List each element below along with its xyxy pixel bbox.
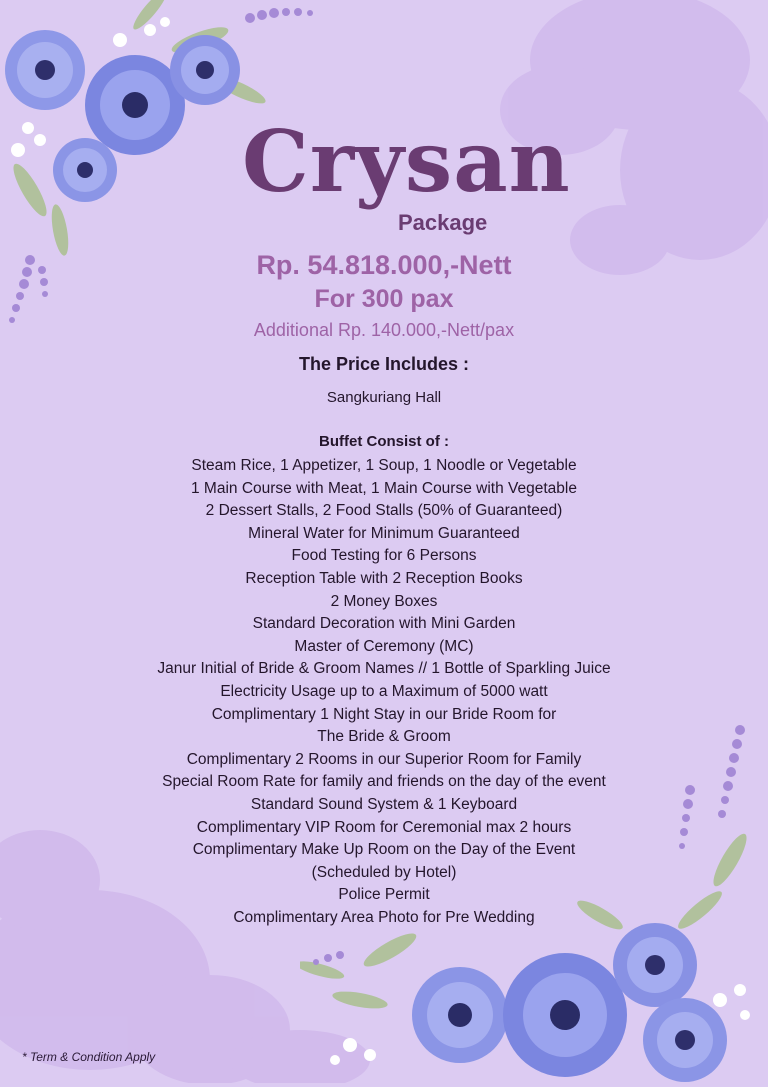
additional-price: Additional Rp. 140.000,-Nett/pax (253, 320, 515, 340)
venue-name: Sangkuriang Hall (326, 389, 442, 406)
list-item: Electricity Usage up to a Maximum of 5000 watt (220, 682, 548, 700)
package-subtitle: Package (398, 210, 488, 235)
list-item: Complimentary 2 Rooms in our Superior Room for Family (186, 750, 582, 768)
list-item: Complimentary Make Up Room on the Day of the Event (192, 841, 576, 859)
list-item: Complimentary 1 Night Stay in our Bride Room for (211, 705, 557, 723)
list-item: Mineral Water for Minimum Guaranteed (248, 524, 520, 542)
list-item: Police Permit (338, 886, 430, 904)
list-item: Master of Ceremony (MC) (294, 637, 474, 655)
package-price: Rp. 54.818.000,-Nett (256, 250, 512, 280)
list-item: Special Room Rate for family and friends on the day of the event (162, 773, 606, 791)
buffet-heading: Buffet Consist of : (319, 433, 449, 450)
list-item: Janur Initial of Bride & Groom Names // 1 Bottle of Sparkling Juice (157, 660, 611, 678)
list-item: 2 Money Boxes (330, 592, 438, 610)
list-item: 2 Dessert Stalls, 2 Food Stalls (50% of Guaranteed) (205, 502, 563, 520)
list-item: Standard Sound System & 1 Keyboard (250, 795, 518, 813)
list-item: The Bride & Groom (317, 728, 451, 746)
list-item: Steam Rice, 1 Appetizer, 1 Soup, 1 Noodle or Vegetable (191, 457, 577, 474)
package-pax: For 300 pax (314, 285, 454, 313)
list-item: Complimentary VIP Room for Ceremonial max 2 hours (196, 818, 572, 836)
list-item: Standard Decoration with Mini Garden (252, 615, 516, 633)
list-item: 1 Main Course with Meat, 1 Main Course with Vegetable (191, 479, 577, 497)
list-item: Complimentary Area Photo for Pre Wedding (233, 908, 535, 926)
list-item: (Scheduled by Hotel) (311, 863, 457, 881)
includes-list (0, 455, 768, 929)
list-item: Reception Table with 2 Reception Books (245, 569, 523, 587)
package-title: Crysan (242, 112, 571, 211)
includes-heading: The Price Includes : (298, 354, 470, 374)
terms-note: * Term & Condition Apply (22, 1050, 156, 1064)
list-item: Food Testing for 6 Persons (291, 547, 477, 565)
